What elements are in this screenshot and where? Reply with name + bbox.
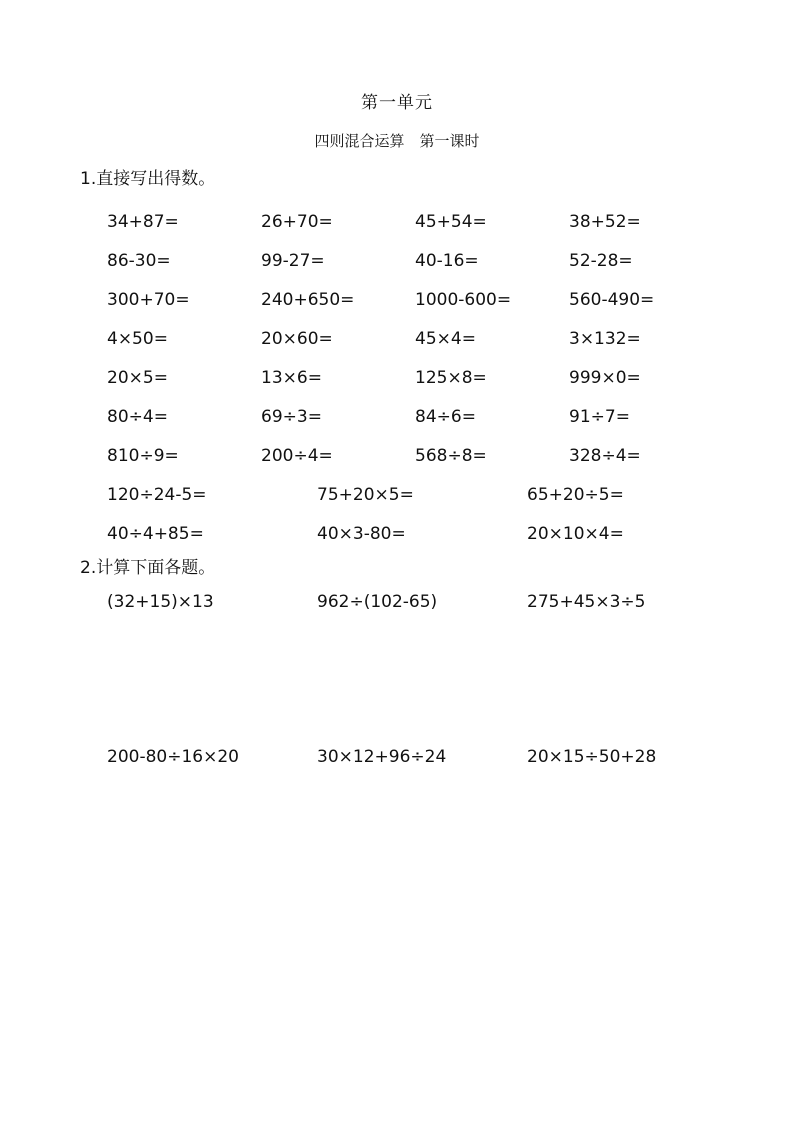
calculation-item: 30×12+96÷24 xyxy=(317,747,447,767)
problem-row xyxy=(107,436,727,475)
problem-row xyxy=(107,241,727,280)
calculation-item: (32+15)×13 xyxy=(107,592,214,612)
problem-row xyxy=(107,397,727,436)
problem-item: 200÷4= xyxy=(261,445,333,466)
problem-item: 125×8= xyxy=(415,367,487,388)
problem-item: 240+650= xyxy=(261,289,355,310)
problem-item: 52-28= xyxy=(569,250,633,271)
problem-item: 80÷4= xyxy=(107,406,168,427)
calculation-item: 20×15÷50+28 xyxy=(527,747,657,767)
calculation-item: 200-80÷16×20 xyxy=(107,747,239,767)
calculation-row xyxy=(107,747,727,767)
problem-item: 560-490= xyxy=(569,289,655,310)
section1-heading: 1.直接写出得数。 xyxy=(80,169,216,189)
problem-item: 65+20÷5= xyxy=(527,484,624,505)
problem-item: 568÷8= xyxy=(415,445,487,466)
section2-heading: 2.计算下面各题。 xyxy=(80,558,216,578)
problem-item: 20×60= xyxy=(261,328,333,349)
calculation-item: 962÷(102-65) xyxy=(317,592,438,612)
problem-item: 328÷4= xyxy=(569,445,641,466)
problem-item: 20×5= xyxy=(107,367,168,388)
problem-item: 40×3-80= xyxy=(317,523,406,544)
problem-item: 1000-600= xyxy=(415,289,512,310)
problem-item: 45×4= xyxy=(415,328,476,349)
problem-item: 86-30= xyxy=(107,250,171,271)
calculation-row xyxy=(107,592,727,612)
problem-item: 38+52= xyxy=(569,211,641,232)
problem-item: 45+54= xyxy=(415,211,487,232)
problem-row xyxy=(107,202,727,241)
problem-row xyxy=(107,319,727,358)
problem-item: 75+20×5= xyxy=(317,484,414,505)
problem-row xyxy=(107,514,727,553)
mixed-operation-grid xyxy=(107,475,727,553)
problem-row xyxy=(107,358,727,397)
lesson-title: 四则混合运算 第一课时 xyxy=(314,132,480,150)
problem-item: 91÷7= xyxy=(569,406,630,427)
problem-item: 40-16= xyxy=(415,250,479,271)
oral-calculation-grid xyxy=(107,202,727,475)
problem-item: 810÷9= xyxy=(107,445,179,466)
problem-item: 300+70= xyxy=(107,289,190,310)
problem-item: 99-27= xyxy=(261,250,325,271)
problem-item: 120÷24-5= xyxy=(107,484,207,505)
unit-title: 第一单元 xyxy=(361,93,433,113)
problem-item: 69÷3= xyxy=(261,406,322,427)
problem-item: 84÷6= xyxy=(415,406,476,427)
problem-item: 999×0= xyxy=(569,367,641,388)
problem-item: 34+87= xyxy=(107,211,179,232)
problem-item: 40÷4+85= xyxy=(107,523,204,544)
problem-row xyxy=(107,280,727,319)
problem-item: 4×50= xyxy=(107,328,168,349)
calculation-item: 275+45×3÷5 xyxy=(527,592,646,612)
problem-item: 3×132= xyxy=(569,328,641,349)
problem-item: 26+70= xyxy=(261,211,333,232)
problem-item: 20×10×4= xyxy=(527,523,624,544)
problem-row xyxy=(107,475,727,514)
problem-item: 13×6= xyxy=(261,367,322,388)
